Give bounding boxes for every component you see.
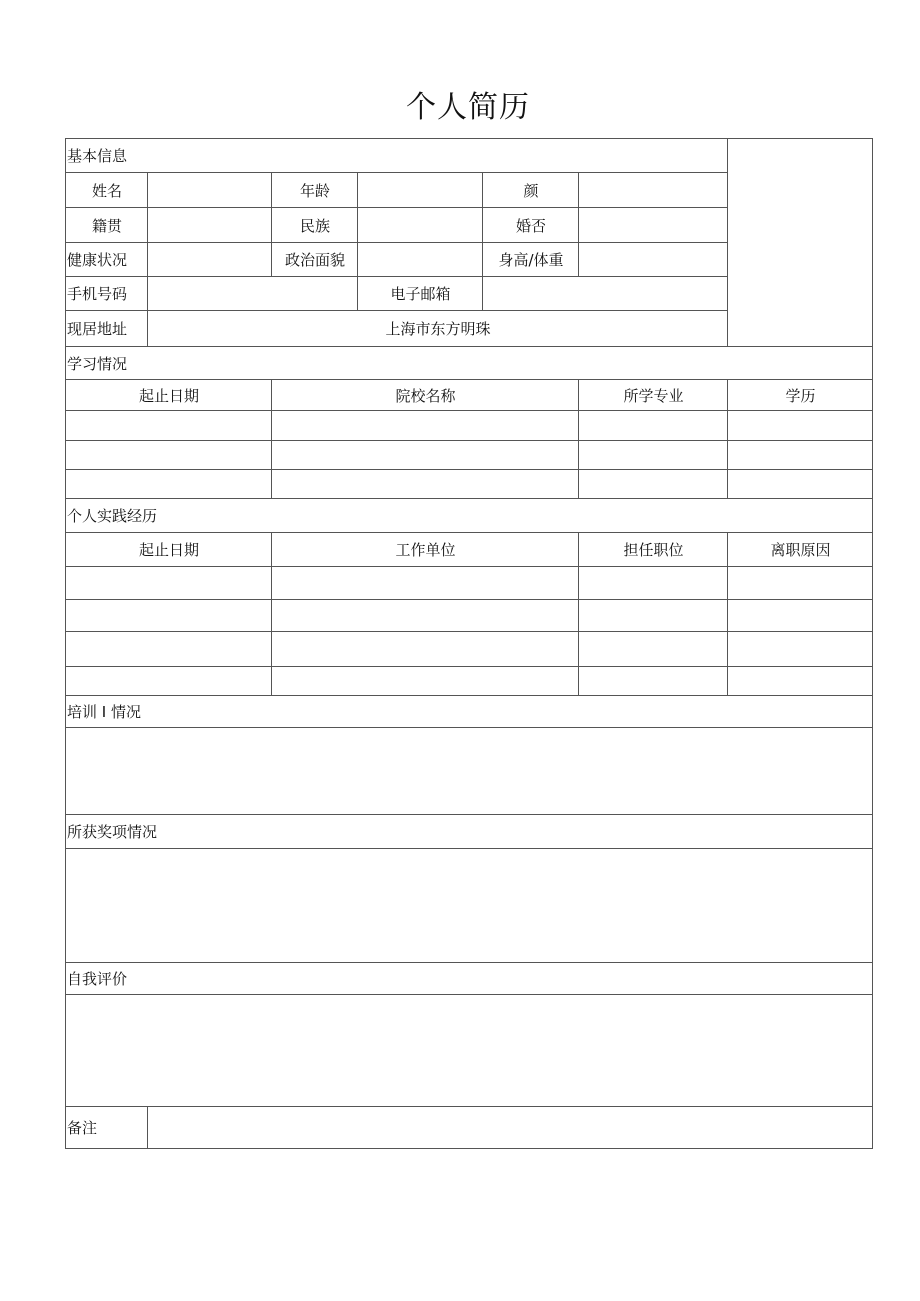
practice-cell[interactable] xyxy=(66,632,272,667)
height-weight-field[interactable] xyxy=(579,243,728,277)
name-field[interactable] xyxy=(148,173,272,208)
practice-cell[interactable] xyxy=(272,567,579,600)
photo-cell[interactable] xyxy=(728,139,873,347)
address-label: 现居地址 xyxy=(66,311,148,347)
native-place-label: 籍贯 xyxy=(66,208,148,243)
practice-cell[interactable] xyxy=(272,632,579,667)
remarks-field[interactable] xyxy=(148,1107,873,1149)
edu-cell[interactable] xyxy=(579,411,728,441)
section-training: 培训 I 情况 xyxy=(66,696,873,728)
section-education: 学习情况 xyxy=(66,347,873,380)
edu-cell[interactable] xyxy=(272,441,579,470)
political-label: 政治面貌 xyxy=(272,243,358,277)
edu-cell[interactable] xyxy=(272,411,579,441)
ethnicity-field[interactable] xyxy=(358,208,483,243)
practice-cell[interactable] xyxy=(66,600,272,632)
resume-table xyxy=(65,138,873,1149)
marital-label: 婚否 xyxy=(483,208,579,243)
edu-cell[interactable] xyxy=(579,470,728,499)
practice-cell[interactable] xyxy=(66,567,272,600)
face-label: 颜 xyxy=(483,173,579,208)
practice-header-position: 担任职位 xyxy=(579,533,728,567)
phone-field[interactable] xyxy=(148,277,358,311)
health-label: 健康状况 xyxy=(66,243,148,277)
section-practice: 个人实践经历 xyxy=(66,499,873,533)
edu-cell[interactable] xyxy=(728,411,873,441)
email-label: 电子邮箱 xyxy=(358,277,483,311)
training-field[interactable] xyxy=(66,728,873,815)
ethnicity-label: 民族 xyxy=(272,208,358,243)
practice-cell[interactable] xyxy=(579,632,728,667)
remarks-label: 备注 xyxy=(66,1107,148,1149)
section-self-eval: 自我评价 xyxy=(66,963,873,995)
age-field[interactable] xyxy=(358,173,483,208)
practice-header-reason: 离职原因 xyxy=(728,533,873,567)
phone-label: 手机号码 xyxy=(66,277,148,311)
practice-cell[interactable] xyxy=(728,600,873,632)
practice-header-dates: 起止日期 xyxy=(66,533,272,567)
practice-cell[interactable] xyxy=(728,567,873,600)
face-field[interactable] xyxy=(579,173,728,208)
edu-cell[interactable] xyxy=(66,470,272,499)
practice-cell[interactable] xyxy=(579,600,728,632)
political-field[interactable] xyxy=(358,243,483,277)
practice-header-company: 工作单位 xyxy=(272,533,579,567)
practice-cell[interactable] xyxy=(579,567,728,600)
section-basic-info: 基本信息 xyxy=(66,139,728,173)
practice-cell[interactable] xyxy=(728,667,873,696)
edu-header-dates: 起止日期 xyxy=(66,380,272,411)
practice-cell[interactable] xyxy=(272,667,579,696)
practice-cell[interactable] xyxy=(66,667,272,696)
page-title: 个人简历 xyxy=(406,90,530,125)
edu-header-degree: 学历 xyxy=(728,380,873,411)
health-field[interactable] xyxy=(148,243,272,277)
section-awards: 所获奖项情况 xyxy=(66,815,873,849)
edu-cell[interactable] xyxy=(66,441,272,470)
marital-field[interactable] xyxy=(579,208,728,243)
native-place-field[interactable] xyxy=(148,208,272,243)
practice-cell[interactable] xyxy=(272,600,579,632)
edu-cell[interactable] xyxy=(579,441,728,470)
address-field[interactable]: 上海市东方明珠 xyxy=(148,311,728,347)
height-weight-label: 身高/体重 xyxy=(483,243,579,277)
edu-cell[interactable] xyxy=(728,441,873,470)
practice-cell[interactable] xyxy=(579,667,728,696)
edu-cell[interactable] xyxy=(66,411,272,441)
name-label: 姓名 xyxy=(66,173,148,208)
self-eval-field[interactable] xyxy=(66,995,873,1107)
email-field[interactable] xyxy=(483,277,728,311)
edu-cell[interactable] xyxy=(272,470,579,499)
age-label: 年龄 xyxy=(272,173,358,208)
practice-cell[interactable] xyxy=(728,632,873,667)
awards-field[interactable] xyxy=(66,849,873,963)
edu-cell[interactable] xyxy=(728,470,873,499)
edu-header-school: 院校名称 xyxy=(272,380,579,411)
edu-header-major: 所学专业 xyxy=(579,380,728,411)
